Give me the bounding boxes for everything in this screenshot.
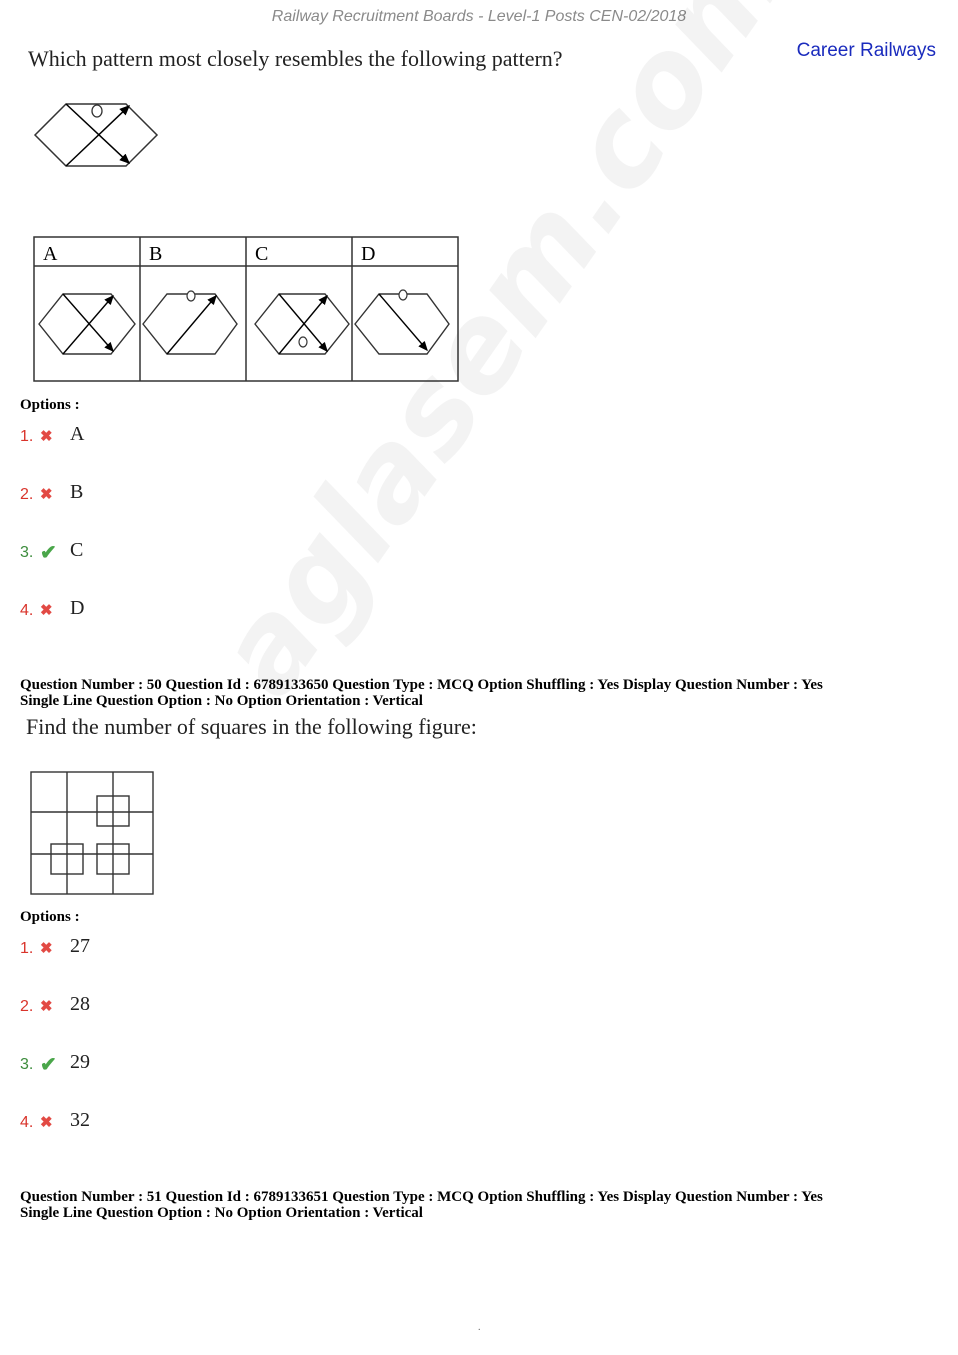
option-number: 3.	[20, 544, 34, 561]
option-row[interactable]	[20, 1050, 90, 1074]
option-value: 32	[70, 1109, 90, 1131]
question-meta	[20, 677, 940, 709]
brand-label: Career Railways	[796, 40, 936, 61]
choice-figure-b	[143, 291, 237, 354]
choice-figure-d	[355, 290, 449, 354]
option-number: 2.	[20, 486, 34, 503]
cross-icon: ✖	[40, 603, 53, 619]
cross-icon: ✖	[40, 941, 53, 957]
option-row[interactable]	[20, 480, 83, 504]
choice-figure-a	[39, 294, 135, 354]
options-heading: Options :	[20, 909, 80, 925]
cross-icon: ✖	[40, 487, 53, 503]
option-number: 4.	[20, 602, 34, 619]
question-meta-line1: Question Number : 51 Question Id : 6789133651 Question Type : MCQ Option Shuffling : Yes Display Question Number : Yes	[20, 1189, 823, 1205]
choice-label-b: B	[149, 243, 163, 265]
option-row[interactable]	[20, 934, 90, 958]
option-value: A	[70, 423, 85, 445]
cross-icon: ✖	[40, 429, 53, 445]
option-number: 2.	[20, 998, 34, 1015]
question-meta-line2: Single Line Question Option : No Option Orientation : Vertical	[20, 1205, 423, 1221]
question-text: Which pattern most closely resembles the following pattern?	[28, 46, 563, 71]
check-icon: ✔	[40, 1054, 57, 1076]
options-heading: Options :	[20, 397, 80, 413]
choice-label-d: D	[361, 243, 376, 265]
answer-figures-table	[33, 236, 461, 384]
option-row[interactable]	[20, 422, 84, 446]
cross-icon: ✖	[40, 1115, 53, 1131]
option-value: 29	[70, 1051, 90, 1073]
squares-figure	[30, 771, 156, 896]
option-value: 28	[70, 993, 90, 1015]
option-value: D	[70, 597, 85, 619]
question-text: Find the number of squares in the following figure:	[26, 714, 477, 739]
option-row[interactable]	[20, 596, 84, 620]
question-meta-line2: Single Line Question Option : No Option Orientation : Vertical	[20, 693, 423, 709]
option-number: 4.	[20, 1114, 34, 1131]
option-row[interactable]	[20, 992, 90, 1016]
question-pattern-figure	[30, 100, 162, 170]
option-value: B	[70, 481, 84, 503]
choice-figure-c	[255, 294, 349, 354]
option-number: 1.	[20, 428, 34, 445]
option-number: 3.	[20, 1056, 34, 1073]
option-row[interactable]	[20, 1108, 90, 1132]
question-meta-line1: Question Number : 50 Question Id : 6789133650 Question Type : MCQ Option Shuffling : Yes Display Question Number : Yes	[20, 677, 823, 693]
check-icon: ✔	[40, 542, 57, 564]
document-header-title: Railway Recruitment Boards - Level-1 Posts CEN-02/2018	[271, 8, 687, 25]
choice-label-a: A	[43, 243, 58, 265]
option-row[interactable]	[20, 538, 83, 562]
choice-label-c: C	[255, 243, 269, 265]
footer-dot: .	[478, 1322, 481, 1333]
cross-icon: ✖	[40, 999, 53, 1015]
question-meta	[20, 1189, 940, 1221]
option-number: 1.	[20, 940, 34, 957]
option-value: 27	[70, 935, 90, 957]
option-value: C	[70, 539, 84, 561]
